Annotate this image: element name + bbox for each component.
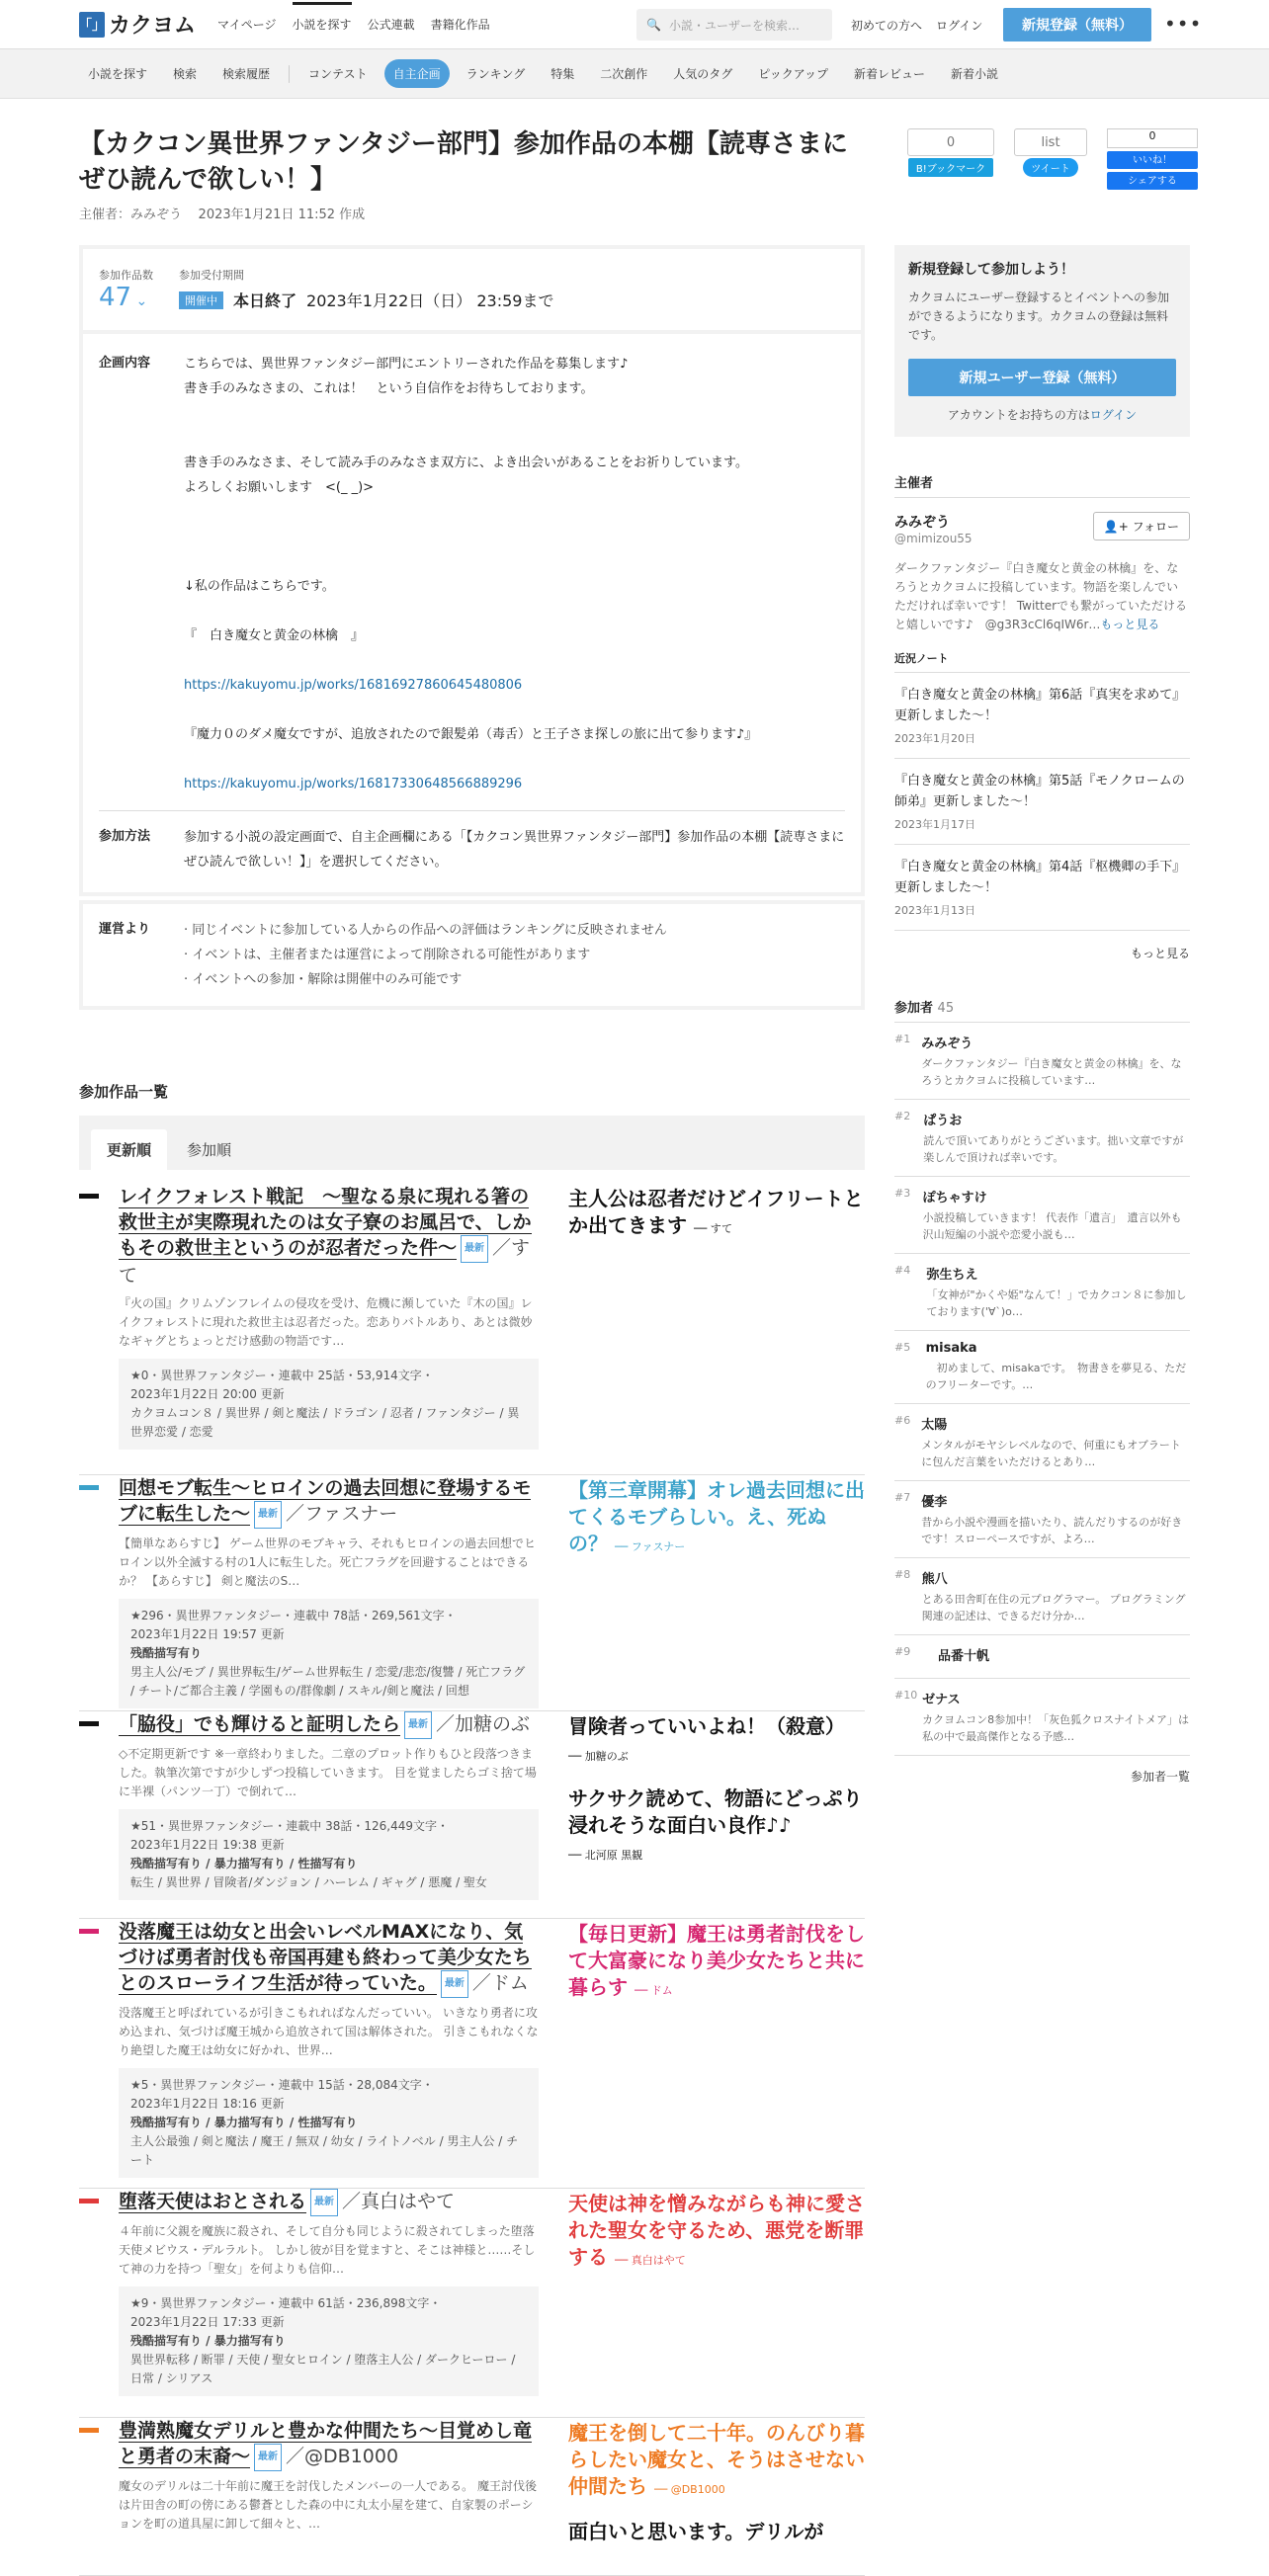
kakuyomu-logo[interactable]: 「」 カクヨム xyxy=(79,9,196,40)
period-label: 参加受付期間 xyxy=(179,269,244,282)
participant-desc: ダークファンタジー『白き魔女と黄金の林檎』を、なろうとカクヨムに投稿しています… xyxy=(921,1057,1182,1087)
work-url-2[interactable]: https://kakuyomu.jp/works/16817330648566889296 xyxy=(184,777,523,791)
subnav-history[interactable]: 検索履歴 xyxy=(222,67,271,81)
work-stats: ★51・異世界ファンタジー・連載中 38話・126,449文字・ xyxy=(130,1819,450,1833)
subnav-features[interactable]: 特集 xyxy=(550,67,575,81)
work-tags[interactable]: 男主人公/モブ / 異世界転生/ゲーム世界転生 / 恋愛/悲恋/復讐 / 死亡フラグ / チート/ご都合主義 / 学園もの/群像劇 / スキル/剣と魔法 / 回想 xyxy=(130,1665,526,1698)
work-warnings: 残酷描写有り / 暴力描写有り / 性描写有り xyxy=(130,2116,358,2129)
content-line: 『 白き魔女と黄金の林檎 』 xyxy=(184,628,365,643)
event-summary xyxy=(83,249,861,330)
new-badge: 最新 xyxy=(254,2444,282,2471)
note-item[interactable] xyxy=(894,673,1190,759)
signup-box: 新規登録して参加しよう！ カクヨムにユーザー登録するとイベントへの参加ができるようになります。カクヨムの登録は無料です。 新規ユーザー登録（無料） アカウントをお持ちの方はログイン xyxy=(894,245,1190,437)
subnav-contest[interactable]: コンテスト xyxy=(308,67,368,81)
work-title[interactable]: 豊満熟魔女デリルと豊かな仲間たち～目覚めし竜と勇者の末裔～ 最新 ／@DB1000 xyxy=(119,2418,539,2471)
work-item xyxy=(79,1711,865,1919)
tab-joined[interactable]: 参加順 xyxy=(187,1141,232,1159)
participant-desc: カクヨムコン8参加中！「灰色狐クロスナイトメア」は私の中で最高傑作となる予感… xyxy=(922,1713,1190,1743)
event-content: 企画内容 こちらでは、異世界ファンタジー部門にエントリーされた作品を募集します♪ 書き手のみなさまの、これは！ という自信作をお待ちしております。 書き手のみなさま、そして読み手のみなさま双方に、よき出会いがあることをお祈りしています。 よろしくお願いします <(_ _)> ↓私の作品はこちらです。 『 白き魔女と黄金の林檎 』 https://kakuyomu.jp/works/16816927860645480806 『魔力０のダメ魔女ですが、追放されたので銀髪弟（毒舌）と王子さま探しの旅に出て参ります♪』 https://kakuyomu.jp/works/16817330648566889296 xyxy=(99,352,845,796)
participant-rank: #7 xyxy=(894,1491,911,1504)
work-title[interactable]: 堕落天使はおとされる 最新 ／真白はやて xyxy=(119,2189,539,2216)
participant-rank: #8 xyxy=(894,1568,911,1581)
review-catchphrase[interactable]: サクサク読めて、物語にどっぷり浸れそうな面白い良作♪♪ ── 北河原 黒観 xyxy=(568,1787,863,1862)
user-plus-icon: 👤+ xyxy=(1103,520,1129,534)
subnav-tags[interactable]: 人気のタグ xyxy=(673,67,733,81)
content-line: こちらでは、異世界ファンタジー部門にエントリーされた作品を募集します♪ xyxy=(184,357,629,372)
participant-rank: #2 xyxy=(894,1110,911,1122)
work-meta xyxy=(119,1359,539,1450)
hatena-bookmark-button[interactable]: B!ブックマーク xyxy=(908,158,993,177)
admin-note: · イベントへの参加・解除は開催中のみ可能です xyxy=(184,972,463,987)
works-heading: 参加作品一覧 xyxy=(79,1083,169,1101)
subnav-pickup[interactable]: ピックアップ xyxy=(758,67,828,81)
participant-item[interactable] xyxy=(894,1481,1190,1558)
work-description: 【簡単なあらすじ】 ゲーム世界のモブキャラ、それもヒロインの過去回想でヒロイン以外全滅する村の1人に転生した。死亡フラグを回避することはできるか？ 【あらすじ】 剣と魔法のS… xyxy=(119,1537,537,1588)
subnav-reviews[interactable]: 新着レビュー xyxy=(853,67,925,81)
subnav-fanfic[interactable]: 二次創作 xyxy=(600,67,648,81)
note-date: 2023年1月17日 xyxy=(894,818,975,831)
nav-official[interactable]: 公式連載 xyxy=(367,18,415,32)
admin-note: · イベントは、主催者または運営によって削除される可能性があります xyxy=(184,948,591,962)
participant-item[interactable] xyxy=(894,1679,1190,1756)
admin-notes: 運営より · 同じイベントに参加している人からの作品への評価はランキングに反映されません · イベントは、主催者または運営によって削除される可能性があります · イベントへの参加・解除は開催中のみ可能です xyxy=(99,918,845,992)
fb-share-button[interactable]: シェアする xyxy=(1107,172,1198,190)
participant-rank: #10 xyxy=(894,1689,918,1702)
genre-color-bar xyxy=(79,2199,99,2203)
participant-rank: #3 xyxy=(894,1187,911,1200)
work-item xyxy=(79,1919,865,2189)
event-details xyxy=(79,245,865,1010)
participant-desc: 昔から小説や漫画を描いたり、読んだりするのが好きです！スローペースですが、よろ… xyxy=(921,1516,1183,1545)
how-to-join: 参加方法 参加する小説の設定画面で、自主企画欄にある「【カクコン異世界ファンタジー部門】参加作品の本棚【読専さまにぜひ読んで欲しい！】」を選択してください。 xyxy=(99,829,845,870)
nav-books[interactable]: 書籍化作品 xyxy=(430,18,490,32)
subnav-divider xyxy=(289,65,290,83)
participant-name[interactable]: 太陽 xyxy=(921,1418,948,1433)
work-updated: 2023年1月22日 20:00 更新 xyxy=(130,1387,285,1401)
content-line: ↓私の作品はこちらです。 xyxy=(184,579,335,594)
participant-desc: メンタルがモヤシレベルなので、何重にもオブラートに包んだ言葉をいただけるとあり… xyxy=(921,1439,1181,1468)
work-warnings: 残酷描写有り / 暴力描写有り / 性描写有り xyxy=(130,1857,358,1870)
work-tags[interactable]: 転生 / 異世界 / 冒険者/ダンジョン / ハーレム / ギャグ / 悪魔 / 聖女 xyxy=(130,1875,487,1889)
status-badge: 開催中 xyxy=(179,291,223,309)
entry-count[interactable]: 47 ⌄ xyxy=(99,283,148,312)
search-icon: 🔍 xyxy=(646,18,661,32)
participant-item[interactable] xyxy=(894,1558,1190,1635)
participant-item[interactable] xyxy=(894,1100,1190,1177)
content-line: 書き手のみなさま、そして読み手のみなさま双方に、よき出会いがあることをお祈りしています。 xyxy=(184,456,748,470)
work-updated: 2023年1月22日 17:33 更新 xyxy=(130,2315,285,2329)
work-catchphrase[interactable]: 【第三章開幕】オレ過去回想に出てくるモブらしい。え、死ぬの？ ── ファスナー xyxy=(568,1478,865,1555)
work-warnings: 残酷描写有り xyxy=(130,1646,203,1660)
work-updated: 2023年1月22日 19:57 更新 xyxy=(130,1627,285,1641)
work-tags[interactable]: カクヨムコン８ / 異世界 / 剣と魔法 / ドラゴン / 忍者 / ファンタジー / 異世界恋愛 / 恋愛 xyxy=(130,1406,520,1439)
participant-rank: #5 xyxy=(894,1341,911,1354)
work-author[interactable]: ／@DB1000 xyxy=(286,2446,399,2467)
content-line: 『魔力０のダメ魔女ですが、追放されたので銀髪弟（毒舌）と王子さま探しの旅に出て参ります♪』 xyxy=(184,727,758,742)
new-badge: 最新 xyxy=(254,1501,282,1529)
notes-heading: 近況ノート xyxy=(894,650,1190,673)
work-catchphrase[interactable]: 魔王を倒して二十年。のんびり暮らしたい魔女と、そうはさせない仲間たち ── @DB1000 面白いと思います。デリルが xyxy=(568,2421,865,2543)
work-catchphrase[interactable]: 天使は神を憎みながらも神に愛された聖女を守るため、悪党を断罪する ── 真白はやて xyxy=(568,2192,865,2269)
participant-item[interactable] xyxy=(894,1177,1190,1254)
new-badge: 最新 xyxy=(404,1711,432,1739)
tab-updated[interactable]: 更新順 xyxy=(91,1129,167,1170)
subnav-user-events[interactable]: 自主企画 xyxy=(384,59,450,88)
follow-button[interactable]: 👤+ フォロー xyxy=(1093,512,1190,540)
work-stats: ★5・異世界ファンタジー・連載中 15話・28,084文字・ xyxy=(130,2078,434,2092)
subnav-search[interactable]: 検索 xyxy=(173,67,198,81)
participant-item[interactable] xyxy=(894,1023,1190,1100)
sidebar xyxy=(894,245,1190,1785)
search-input[interactable]: 🔍 小説・ユーザーを検索… xyxy=(636,9,832,41)
work-description: 魔女のデリルは二十年前に魔王を討伐したメンバーの一人である。 魔王討伐後は片田舎の町の傍にある鬱蒼とした森の中に丸太小屋を建て、自家製のポーションを町の道具屋に卸して細々と、… xyxy=(119,2479,537,2531)
work-catchphrase[interactable]: 【毎日更新】魔王は勇者討伐をして大富豪になり美少女たちと共に暮らす ── ドム xyxy=(568,1922,865,1999)
participant-name[interactable]: misaka xyxy=(925,1341,977,1356)
more-menu-icon[interactable]: ••• xyxy=(1164,12,1203,36)
note-title[interactable]: 『白き魔女と黄金の林檎』第6話『真実を求めて』更新しました～！ xyxy=(894,688,1186,723)
work-updated: 2023年1月22日 18:16 更新 xyxy=(130,2097,285,2111)
work-author[interactable]: ／ドム xyxy=(471,1972,529,1994)
work-title[interactable]: 回想モブ転生～ヒロインの過去回想に登場するモブに転生した～ 最新 ／ファスナー xyxy=(119,1475,539,1529)
deadline: 2023年1月22日（日） 23:59まで xyxy=(306,291,554,310)
sub-nav xyxy=(0,49,1269,99)
note-item[interactable] xyxy=(894,845,1190,931)
first-time-link[interactable]: 初めての方へ xyxy=(851,19,923,33)
subnav-ranking[interactable]: ランキング xyxy=(465,67,526,81)
work-meta xyxy=(119,2286,539,2396)
participant-desc: 小説投稿していきます！ 代表作「遺言」 遺言以外も沢山短編の小説や恋愛小説も… xyxy=(922,1211,1182,1241)
bio-more-link[interactable]: もっと見る xyxy=(1100,618,1160,631)
participant-desc: 初めまして、misakaです。 物書きを夢見る、ただのフリーターです。… xyxy=(925,1362,1187,1391)
participant-item[interactable] xyxy=(894,1635,1190,1679)
nav-mypage[interactable]: マイページ xyxy=(217,18,277,32)
work-description: ４年前に父親を魔族に殺され、そして自分も同じように殺されてしまった堕落天使メビウス・デルラルト。 しかし彼が目を覚ますと、そこは神様と……そして神の力を持つ「聖女」を何よりも信仰… xyxy=(119,2224,536,2276)
participant-name[interactable]: 品番十帆 xyxy=(938,1649,990,1664)
ends-today: 本日終了 xyxy=(233,291,297,310)
participant-name[interactable]: みみぞう xyxy=(921,1037,973,1051)
organizer-bio: ダークファンタジー『白き魔女と黄金の林檎』を、なろうとカクヨムに投稿しています。物語を楽しんでいただければ幸いです！ Twitterでも繋がっていただけると嬉しいです♪ @g3R3cCl6qIW6r…もっと見る xyxy=(894,561,1188,631)
login-link[interactable]: ログイン xyxy=(936,19,983,33)
participant-item[interactable] xyxy=(894,1404,1190,1481)
participant-desc: 読んで頂いてありがとうございます。拙い文章ですが楽しんで頂ければ幸いです。 xyxy=(923,1134,1184,1164)
participants-heading: 参加者 45 xyxy=(894,997,1190,1023)
new-badge: 最新 xyxy=(461,1235,488,1263)
sidebar-login-link[interactable]: ログイン xyxy=(1089,408,1138,422)
organizer-heading: 主催者 xyxy=(894,472,1190,498)
note-date: 2023年1月13日 xyxy=(894,904,975,917)
organizer-id: @mimizou55 xyxy=(894,532,973,545)
work-catchphrase[interactable]: 主人公は忍者だけどイフリートとか出てきます ── すて xyxy=(568,1187,864,1237)
share-buttons xyxy=(907,128,1198,190)
content-line: よろしくお願いします <(_ _)> xyxy=(184,480,375,495)
genre-color-bar xyxy=(79,1929,99,1934)
work-meta xyxy=(119,1809,539,1900)
participant-desc: とある田舎町在住の元プログラマー。 プログラミング関連の記述は、できるだけ分か… xyxy=(921,1593,1186,1622)
page-title: 【カクコン異世界ファンタジー部門】参加作品の本棚【読専さまにぜひ読んで欲しい！】 xyxy=(79,129,848,195)
note-item[interactable] xyxy=(894,759,1190,845)
genre-color-bar xyxy=(79,2428,99,2433)
work-tags[interactable]: 異世界転移 / 断罪 / 天使 / 聖女ヒロイン / 堕落主人公 / ダークヒーロー / 日常 / シリアス xyxy=(130,2353,516,2385)
work-meta xyxy=(119,2068,539,2178)
participant-name[interactable]: 優李 xyxy=(921,1495,948,1510)
participant-name[interactable]: 弥生ちえ xyxy=(926,1268,978,1283)
participant-item[interactable] xyxy=(894,1254,1190,1331)
fb-count: 0 xyxy=(1107,128,1198,148)
content-line: 書き手のみなさまの、これは！ という自信作をお待ちしております。 xyxy=(184,381,594,396)
subnav-find[interactable]: 小説を探す xyxy=(88,67,148,81)
global-nav xyxy=(217,2,506,46)
top-header xyxy=(0,0,1269,49)
page-meta xyxy=(79,204,365,222)
participant-desc: 「女神が"かくや姫"なんて！」でカクコン８に参加しております('∀`)o… xyxy=(926,1288,1187,1318)
note-title[interactable]: 『白き魔女と黄金の林檎』第5話『モノクロームの師弟』更新しました～！ xyxy=(894,774,1185,809)
tweet-count: list xyxy=(1014,128,1087,156)
genre-color-bar xyxy=(79,1721,99,1726)
work-stats: ★9・異世界ファンタジー・連載中 61話・236,898文字・ xyxy=(130,2296,442,2310)
review-catchphrase[interactable]: 面白いと思います。デリルが xyxy=(568,2520,824,2543)
work-title[interactable]: レイクフォレスト戦記 ～聖なる泉に現れる箸の救世主が実際現れたのは女子寮のお風呂で、しかもその救世主というのが忍者だった件～ 最新 ／すて xyxy=(119,1186,532,1287)
work-tags[interactable]: 主人公最強 / 剣と魔法 / 魔王 / 無双 / 幼女 / ライトノベル / 男主人公 / チート xyxy=(130,2134,519,2167)
work-item xyxy=(79,1184,865,1475)
hatena-count: 0 xyxy=(907,128,994,156)
work-author[interactable]: ／ファスナー xyxy=(286,1503,398,1525)
note-date: 2023年1月20日 xyxy=(894,732,975,745)
work-warnings: 残酷描写有り / 暴力描写有り xyxy=(130,2334,286,2348)
participant-item[interactable] xyxy=(894,1331,1190,1404)
work-catchphrase[interactable]: 冒険者っていいよね！（殺意） ── 加糖のぶ サクサク読めて、物語にどっぷり浸れそうな面白い良作♪♪ ── 北河原 黒観 xyxy=(568,1713,865,1869)
work-url-1[interactable]: https://kakuyomu.jp/works/16816927860645480806 xyxy=(184,678,523,693)
participant-name[interactable]: ぽちゃすけ xyxy=(922,1191,987,1205)
organizer-card xyxy=(894,498,1190,634)
work-description: 没落魔王と呼ばれているが引きこもれればなんだっていい。 いきなり勇者に攻め込まれ、気づけば魔王城から追放されて国は解体された。 引きこもれなくなり絶望した魔王は幼女に好かれ、世界… xyxy=(119,2006,539,2057)
genre-color-bar xyxy=(79,1485,99,1490)
work-stats: ★296・異世界ファンタジー・連載中 78話・269,561文字・ xyxy=(130,1609,457,1622)
organizer-name[interactable]: みみぞう xyxy=(894,515,950,531)
admin-note: · 同じイベントに参加している人からの作品への評価はランキングに反映されません xyxy=(184,923,667,938)
work-stats: ★0・異世界ファンタジー・連載中 25話・53,914文字・ xyxy=(130,1369,434,1382)
work-item xyxy=(79,2418,865,2576)
register-button[interactable]: 新規登録（無料） xyxy=(1003,8,1151,42)
subnav-new[interactable]: 新着小説 xyxy=(950,67,998,81)
work-author[interactable]: ／真白はやて xyxy=(342,2191,456,2212)
participant-rank: #1 xyxy=(894,1033,911,1045)
work-meta xyxy=(119,1599,539,1708)
new-badge: 最新 xyxy=(310,2189,338,2216)
work-title[interactable]: 「脇役」でも輝けると証明したら 最新 ／加糖のぶ xyxy=(119,1711,539,1739)
nav-find-novels[interactable]: 小説を探す xyxy=(293,2,352,46)
participants-more-link[interactable]: 参加者一覧 xyxy=(1130,1770,1190,1784)
work-author[interactable]: ／加糖のぶ xyxy=(436,1713,531,1735)
tweet-button[interactable]: ツイート xyxy=(1023,158,1078,177)
genre-color-bar xyxy=(79,1194,99,1199)
notes-more-link[interactable]: もっと見る xyxy=(1130,947,1190,960)
work-item xyxy=(79,1475,865,1711)
participant-name[interactable]: ゼナス xyxy=(922,1693,961,1707)
work-description: 『火の国』クリムゾンフレイムの侵攻を受け、危機に瀕していた『木の国』レイクフォレストに現れた救世主は忍者だった。恋ありバトルあり、あとは微妙なギャグとちょっとだけ感動の物語です… xyxy=(119,1296,533,1348)
organizer-link[interactable]: 主催者：みみぞう xyxy=(79,208,183,222)
participant-rank: #9 xyxy=(894,1645,911,1658)
participant-rank: #6 xyxy=(894,1414,911,1427)
participant-rank: #4 xyxy=(894,1264,911,1277)
works-list-header xyxy=(79,1081,865,1170)
participant-name[interactable]: 熊八 xyxy=(921,1572,948,1587)
new-badge: 最新 xyxy=(441,1970,468,1998)
count-label: 参加作品数 xyxy=(99,269,153,282)
note-title[interactable]: 『白き魔女と黄金の林檎』第4話『枢機卿の手下』更新しました～！ xyxy=(894,860,1186,895)
work-item xyxy=(79,2189,865,2418)
work-updated: 2023年1月22日 19:38 更新 xyxy=(130,1838,285,1852)
signup-button[interactable]: 新規ユーザー登録（無料） xyxy=(908,359,1176,396)
work-description: ◇不定期更新です ※一章終わりました。二章のプロット作りもひと段落つきました。執筆次第ですが少しずつ投稿していきます。 目を覚ましたらゴミ捨て場に半裸（パンツ一丁）で倒れて… xyxy=(119,1747,537,1798)
work-author[interactable]: ／すて xyxy=(119,1237,531,1287)
participant-name[interactable]: ぱうお xyxy=(923,1114,963,1128)
created-date: 2023年1月21日 11:52 作成 xyxy=(198,208,366,222)
work-title[interactable]: 没落魔王は幼女と出会いレベルMAXになり、気づけば勇者討伐も帝国再建も終わって美少女たちとのスローライフ生活が待っていた。 最新 ／ドム xyxy=(119,1919,539,1998)
fb-like-button[interactable]: いいね！ xyxy=(1107,151,1198,169)
